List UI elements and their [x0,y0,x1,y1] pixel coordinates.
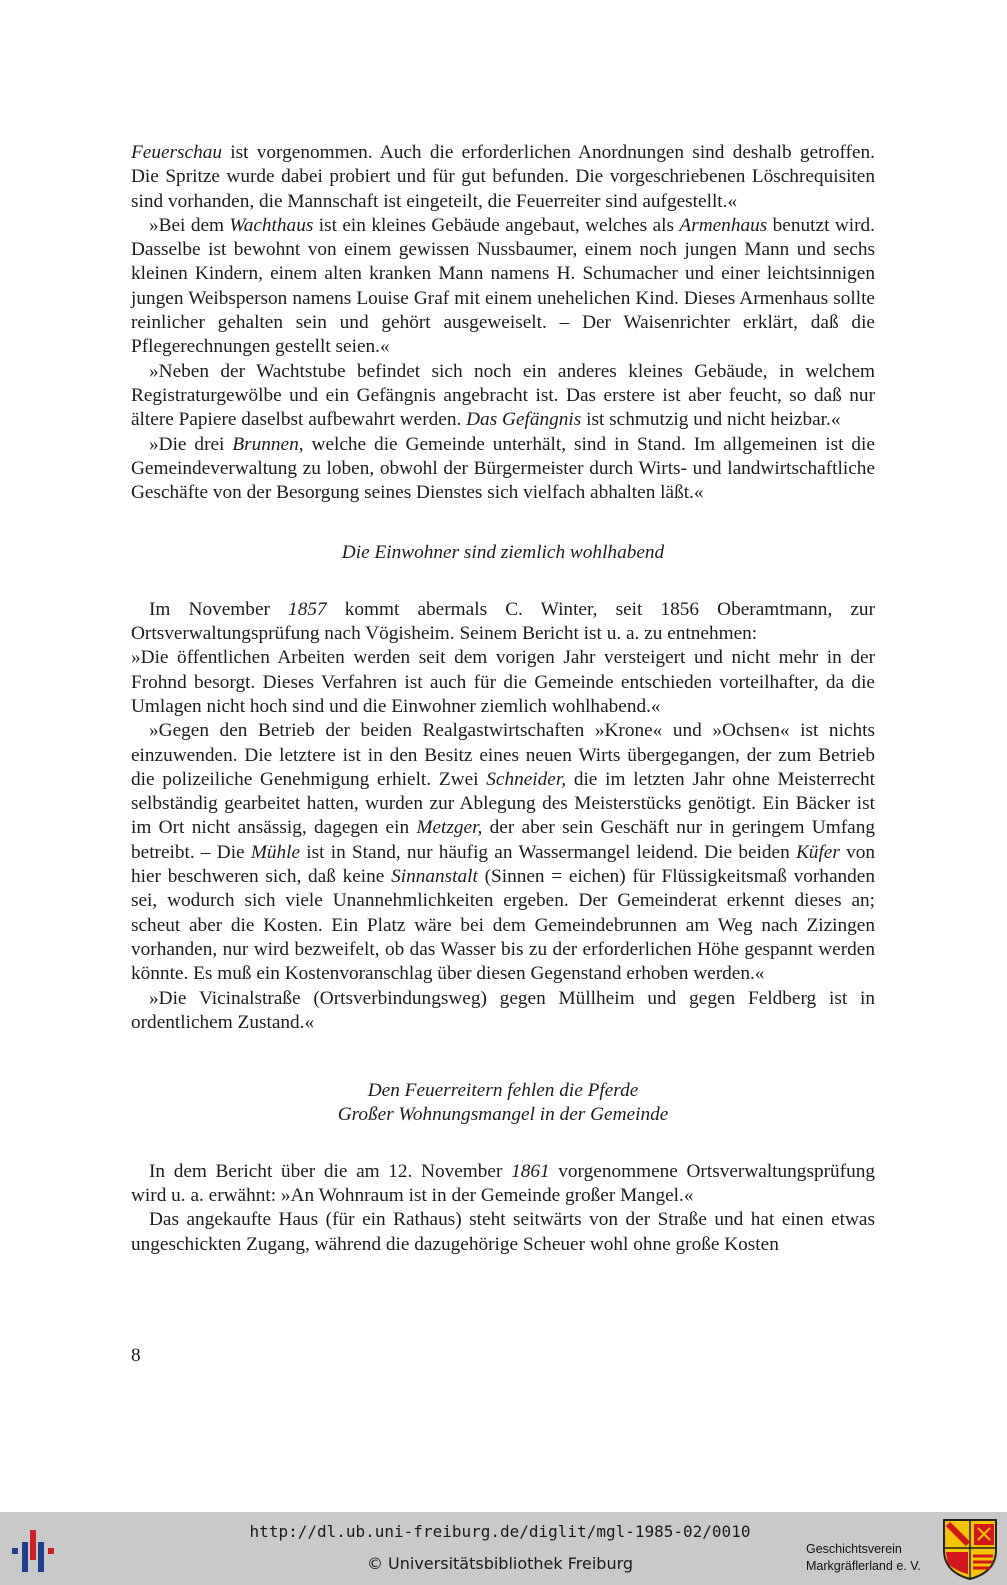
emphasis-text: Schneider, [486,768,567,790]
paragraph [131,433,875,506]
body-text: »Neben der Wachtstube befindet sich noch ein anderes kleines Gebäude, in welchem Registraturgewölbe und ein Gefängnis angebracht ist. Das erstere ist aber feucht, so daß nur ältere Papiere daselbst aufbewahrt werden. [131,360,875,431]
emphasis-text: Brunnen, [232,433,304,455]
section-part2 [131,598,875,1035]
ub-freiburg-logo-icon [8,1522,64,1578]
emphasis-text: Armenhaus [679,214,768,236]
body-text: »Gegen den Betrieb der beiden Realgastwirtschaften »Krone« und »Ochsen« ist nichts einzuwenden. Die letztere ist in den Besitz eines neuen Wirts übergegangen, der zum Betrieb die polizeiliche Genehmigung erhielt. Zwei [131,720,875,790]
section-heading-einwohner: Die Einwohner sind ziemlich wohlhabend [341,542,665,564]
emphasis-text: Sinnanstalt [391,866,478,888]
emphasis-text: Küfer [795,841,840,863]
body-text: In dem Bericht über die am 12. November [149,1160,512,1182]
body-text: »Die öffentlichen Arbeiten werden seit dem vorigen Jahr versteigert und nicht mehr in der Frohnd besorgt. Dieses Verfahren ist auch für die Gemeinde entschieden vorteilhafter, da die Umlagen nicht hoch sind und die Einwohner ziemlich wohlhabend.« [131,647,875,717]
section-heading-feuerreiter: Den Feuerreitern fehlen die Pferde [367,1080,639,1102]
paragraph [131,646,875,719]
emphasis-text: Wachthaus [229,214,314,236]
emphasis-text: Feuerschau [131,142,223,163]
section-part1 [131,141,875,505]
body-text: Das angekaufte Haus (für ein Rathaus) steht seitwärts von der Straße und hat einen etwas ungeschickten Zugang, während die dazugehörige Scheuer wohl ohne große Kosten [131,1209,875,1255]
society-name [806,1541,930,1575]
paragraph [131,360,875,433]
body-text: »Die drei [149,433,233,455]
body-text: der aber sein Geschäft nur in geringem Umfang betreibt. – Die [131,817,875,863]
emphasis-text: Metzger, [416,817,483,839]
footer-copyright: © Universitätsbibliothek Freiburg [366,1554,634,1573]
body-text: kommt abermals C. Winter, seit 1856 Oberamtmann, zur Ortsverwaltungsprüfung nach Vögisheim. Seinem Bericht ist u. a. zu entnehmen: [131,598,875,645]
society-name-line1: Geschichtsverein [806,1542,902,1556]
paragraph [131,1208,875,1257]
section-heading-wohnungsmangel: Großer Wohnungsmangel in der Gemeinde [337,1104,669,1126]
section-part3 [131,1160,875,1257]
body-text: »Bei dem [149,214,230,236]
paragraph [131,987,875,1036]
body-text: »Die Vicinalstraße (Ortsverbindungsweg) gegen Müllheim und gegen Feldberg ist in ordentlichem Zustand.« [131,987,875,1033]
body-text: (Sinnen = eichen) für Flüssigkeitsmaß vorhanden sei, wodurch sich viele Unannehmlichkeiten ergeben. Der Gemeinderat erkennt dieses an; scheut aber die Kosten. Ein Platz wäre bei dem Gemeindebrunnen am Weg nach Zizingen vorhanden, nur wird bezweifelt, ob das Wasser bis zu der erforderlichen Höhe gespannt werden könnte. Es muß ein Kostenvoranschlag über diesen Gegenstand erhoben werden.« [131,866,875,985]
page-number: 8 [131,1345,141,1366]
society-name-line2: Markgräflerland e. V. [806,1559,921,1573]
body-text: ist schmutzig und nicht heizbar.« [581,409,841,431]
body-text: benutzt wird. Dasselbe ist bewohnt von einem gewissen Nussbaumer, einem noch jungen Mann und sechs kleinen Kindern, einem alten kranken Mann namens H. Schumacher und einer leichtsinnigen jungen Weibsperson namens Louise Graf mit einem unehelichen Kind. Dieses Armenhaus sollte reinlicher gehalten sein und gehört ausgeweiselt. – Der Waisenrichter erklärt, daß die Pflegerechnungen gestellt seien.« [131,214,875,358]
paragraph [131,141,875,214]
body-text: ist in Stand, nur häufig an Wassermangel leidend. Die beiden [300,841,796,863]
markgraeflerland-crest-icon [940,1516,1000,1582]
body-text: ist ein kleines Gebäude angebaut, welches als [313,214,680,236]
emphasis-text: 1861 [511,1160,550,1182]
paragraph [131,1160,875,1209]
body-text: von hier beschweren sich, daß keine [131,841,875,888]
emphasis-text: Das Gefängnis [466,409,582,431]
emphasis-text: Mühle [250,841,301,863]
paragraph [131,719,875,986]
paragraph [131,598,875,647]
footer-url-link[interactable]: http://dl.ub.uni-freiburg.de/diglit/mgl-1985-02/0010 [249,1522,751,1541]
body-text: die im letzten Jahr ohne Meisterrecht selbständig gearbeitet hatten, wurden zur Ablegung des Meisterstücks genötigt. Ein Bäcker ist im Ort nicht ansässig, dagegen ein [131,768,875,839]
body-text: Im November [149,598,289,620]
paragraph [131,214,875,360]
body-text: vorgenommene Ortsverwaltungsprüfung wird u. a. erwähnt: »An Wohnraum ist in der Gemeinde großer Mangel.« [131,1160,875,1206]
document-body [131,141,875,1257]
body-text: welche die Gemeinde unterhält, sind in Stand. Im allgemeinen ist die Gemeindeverwaltung zu loben, obwohl der Bürgermeister durch Wirts- und landwirtschaftliche Geschäfte von der Besorgung seines Dienstes sich vielfach abhalten läßt.« [131,433,875,504]
emphasis-text: 1857 [288,598,327,620]
footer-bar [0,1512,1007,1585]
body-text: ist vorgenommen. Auch die erforderlichen Anordnungen sind deshalb getroffen. Die Spritze wurde dabei probiert und für gut befunden. Die vorgeschriebenen Löschrequisiten sind vorhanden, die Mannschaft ist eingeteilt, die Feuerreiter sind aufgestellt.« [131,142,875,212]
